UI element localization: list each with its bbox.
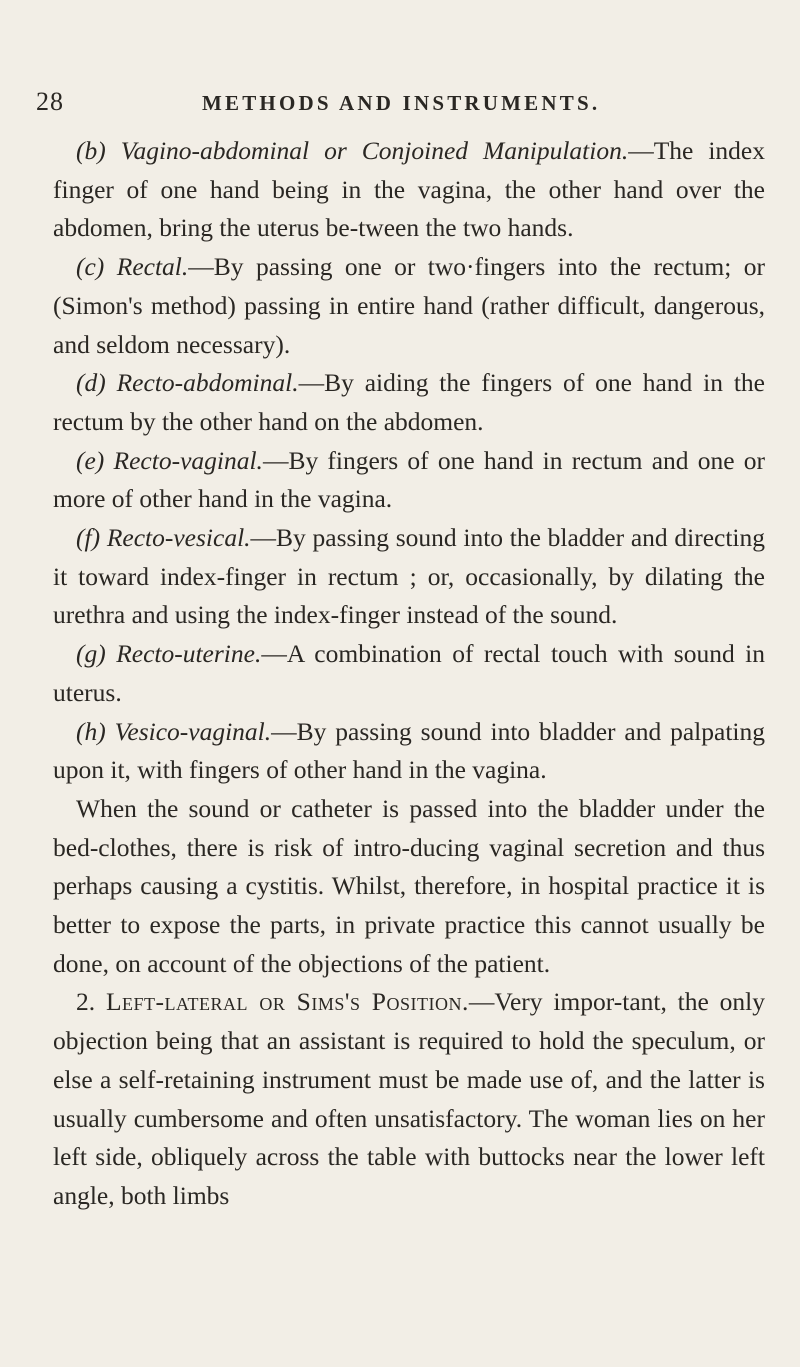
item-text: —By aiding the fingers of one hand in the rectum by the other hand on the abdomen. — [53, 368, 766, 436]
item-text: —By passing sound into bladder and palpating upon it, with fingers of other hand in the vagina. — [53, 716, 765, 785]
item-text: —A combination of rectal touch with sound in uterus. — [53, 639, 766, 707]
item-heading: Rectal. — [116, 252, 189, 282]
item-f — [53, 519, 765, 635]
section-heading: Left-lateral or Sims's Position. — [105, 987, 469, 1017]
section-number: 2. — [76, 987, 96, 1017]
item-heading: Recto-uterine. — [116, 639, 262, 669]
item-heading: Recto-abdominal. — [116, 368, 299, 398]
item-h — [53, 713, 765, 790]
item-label: (f) — [76, 523, 101, 553]
item-heading: Vesico-vaginal. — [114, 716, 272, 746]
item-label: (c) — [76, 252, 105, 282]
item-text: —The index finger of one hand being in the vagina, the other hand over the abdomen, bring the uterus be-tween the two hands. — [53, 136, 765, 243]
paragraph-catheter: When the sound or catheter is passed into the bladder under the bed-clothes, there is risk of intro-ducing vaginal secretion and thus perhaps causing a cystitis. Whilst, therefore, in hospital practice it is better to expose the parts, in private practice this cannot usually be done, on account of the objections of the patient. — [53, 793, 765, 978]
item-g — [53, 635, 765, 712]
item-label: (d) — [76, 368, 106, 398]
item-text: —By passing sound into the bladder and directing it toward index-finger in rectum ; or, occasionally, by dilating the urethra and using the index-finger instead of the sound. — [53, 523, 766, 630]
item-d — [53, 364, 765, 441]
item-heading: Recto-vaginal. — [113, 445, 263, 475]
section-text: —Very impor-tant, the only objection being that an assistant is required to hold the speculum, or else a self-retaining instrument must be made use of, and the latter is usually cumbersome and often unsatisfactory. The woman lies on her left side, obliquely across the table with buttocks near the lower left angle, both limbs — [53, 987, 765, 1210]
item-label: (b) — [76, 136, 106, 165]
item-label: (g) — [76, 639, 106, 669]
page-number: 28 — [36, 87, 64, 116]
item-b — [53, 132, 765, 248]
item-c — [53, 248, 765, 364]
item-text: —By fingers of one hand in rectum and one or more of other hand in the vagina. — [53, 445, 765, 514]
item-e — [53, 442, 765, 519]
running-head — [36, 87, 756, 117]
item-label: (h) — [76, 716, 106, 746]
section-2 — [53, 983, 765, 1215]
item-text: —By passing one or two·fingers into the rectum; or (Simon's method) passing in entire hand (rather difficult, dangerous, and seldom necessary). — [53, 252, 765, 359]
item-heading: Vagino-abdominal or Conjoined Manipulation. — [120, 136, 629, 165]
item-label: (e) — [76, 445, 105, 475]
body-text — [53, 132, 765, 1216]
running-head-title: METHODS AND INSTRUMENTS. — [202, 91, 601, 115]
item-heading: Recto-vesical. — [106, 523, 251, 553]
